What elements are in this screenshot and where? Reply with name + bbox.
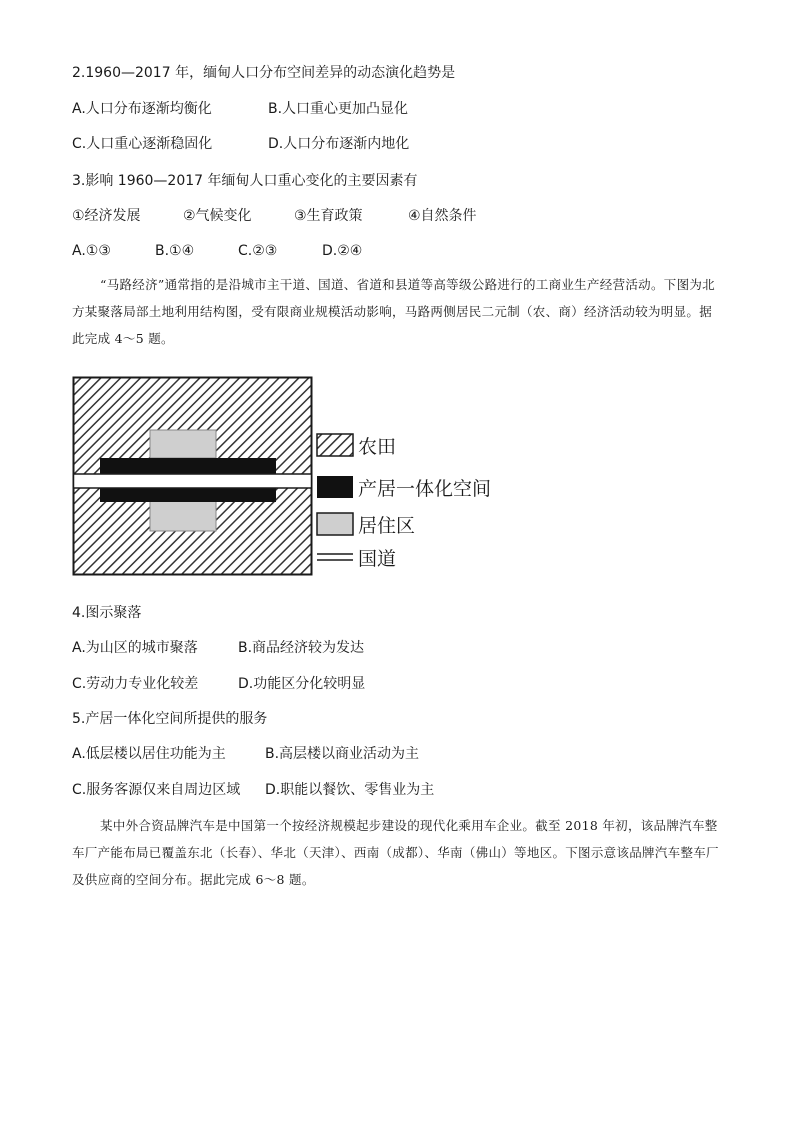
- question-2-stem: 2.1960—2017 年，缅甸人口分布空间差异的动态演化趋势是: [72, 65, 456, 81]
- question-3-option-c: C.②③: [238, 243, 278, 259]
- legend-highway-label: 国道: [358, 548, 397, 570]
- legend-farmland-label: 农田: [358, 436, 397, 458]
- question-3-factor-2: ②气候变化: [183, 208, 252, 224]
- question-2-option-b: B.人口重心更加凸显化: [268, 101, 409, 117]
- question-5-option-c: C.服务客源仅来自周边区域: [72, 782, 241, 798]
- question-4-option-b: B.商品经济较为发达: [238, 640, 365, 656]
- question-2-option-a: A.人口分布逐渐均衡化: [72, 101, 212, 117]
- legend-mixed-label: 产居一体化空间: [358, 478, 492, 500]
- legend-residential-label: 居住区: [358, 515, 416, 537]
- question-2-option-d: D.人口分布逐渐内地化: [268, 136, 410, 152]
- residential-zone-north: [150, 430, 216, 458]
- question-2-option-c: C.人口重心逐渐稳固化: [72, 136, 213, 152]
- question-5-option-a: A.低层楼以居住功能为主: [72, 746, 226, 762]
- residential-zone-south: [150, 501, 216, 531]
- legend-farmland-swatch: [317, 434, 353, 456]
- question-4-stem: 4.图示聚落: [72, 605, 142, 621]
- mixed-use-strip-north: [100, 458, 276, 474]
- mixed-use-strip-south: [100, 488, 276, 502]
- question-3-option-b: B.①④: [155, 243, 195, 259]
- question-3-stem: 3.影响 1960—2017 年缅甸人口重心变化的主要因素有: [72, 173, 418, 189]
- question-5-stem: 5.产居一体化空间所提供的服务: [72, 711, 268, 727]
- question-4-option-d: D.功能区分化较明显: [238, 676, 366, 692]
- passage-auto-industry: 某中外合资品牌汽车是中国第一个按经济规模起步建设的现代化乘用车企业。截至 2018 年初，该品牌汽车整车厂产能布局已覆盖东北（长春）、华北（天津）、西南（成都）、华南（佛山）等地区。下图示意该品牌汽车整车厂及供应商的空间分布。据此完成 6～8 题。: [72, 818, 719, 887]
- question-3-option-d: D.②④: [322, 243, 363, 259]
- question-4-option-a: A.为山区的城市聚落: [72, 640, 198, 656]
- question-5-option-b: B.高层楼以商业活动为主: [265, 746, 420, 762]
- land-use-diagram: [72, 376, 512, 578]
- question-3-factor-4: ④自然条件: [408, 208, 477, 224]
- legend-residential-swatch: [317, 513, 353, 535]
- question-3-option-a: A.①③: [72, 243, 111, 259]
- legend-mixed-swatch: [317, 476, 353, 498]
- question-5-option-d: D.职能以餐饮、零售业为主: [265, 782, 435, 798]
- question-3-factor-1: ①经济发展: [72, 208, 141, 224]
- passage-road-economy: “马路经济”通常指的是沿城市主干道、国道、省道和县道等高等级公路进行的工商业生产经营活动。下图为北方某聚落局部土地利用结构图，受有限商业规模活动影响，马路两侧居民二元制（农、商）经济活动较为明显。据此完成 4～5 题。: [72, 277, 715, 346]
- question-3-factor-3: ③生育政策: [294, 208, 363, 224]
- national-highway: [74, 474, 312, 488]
- question-4-option-c: C.劳动力专业化较差: [72, 676, 199, 692]
